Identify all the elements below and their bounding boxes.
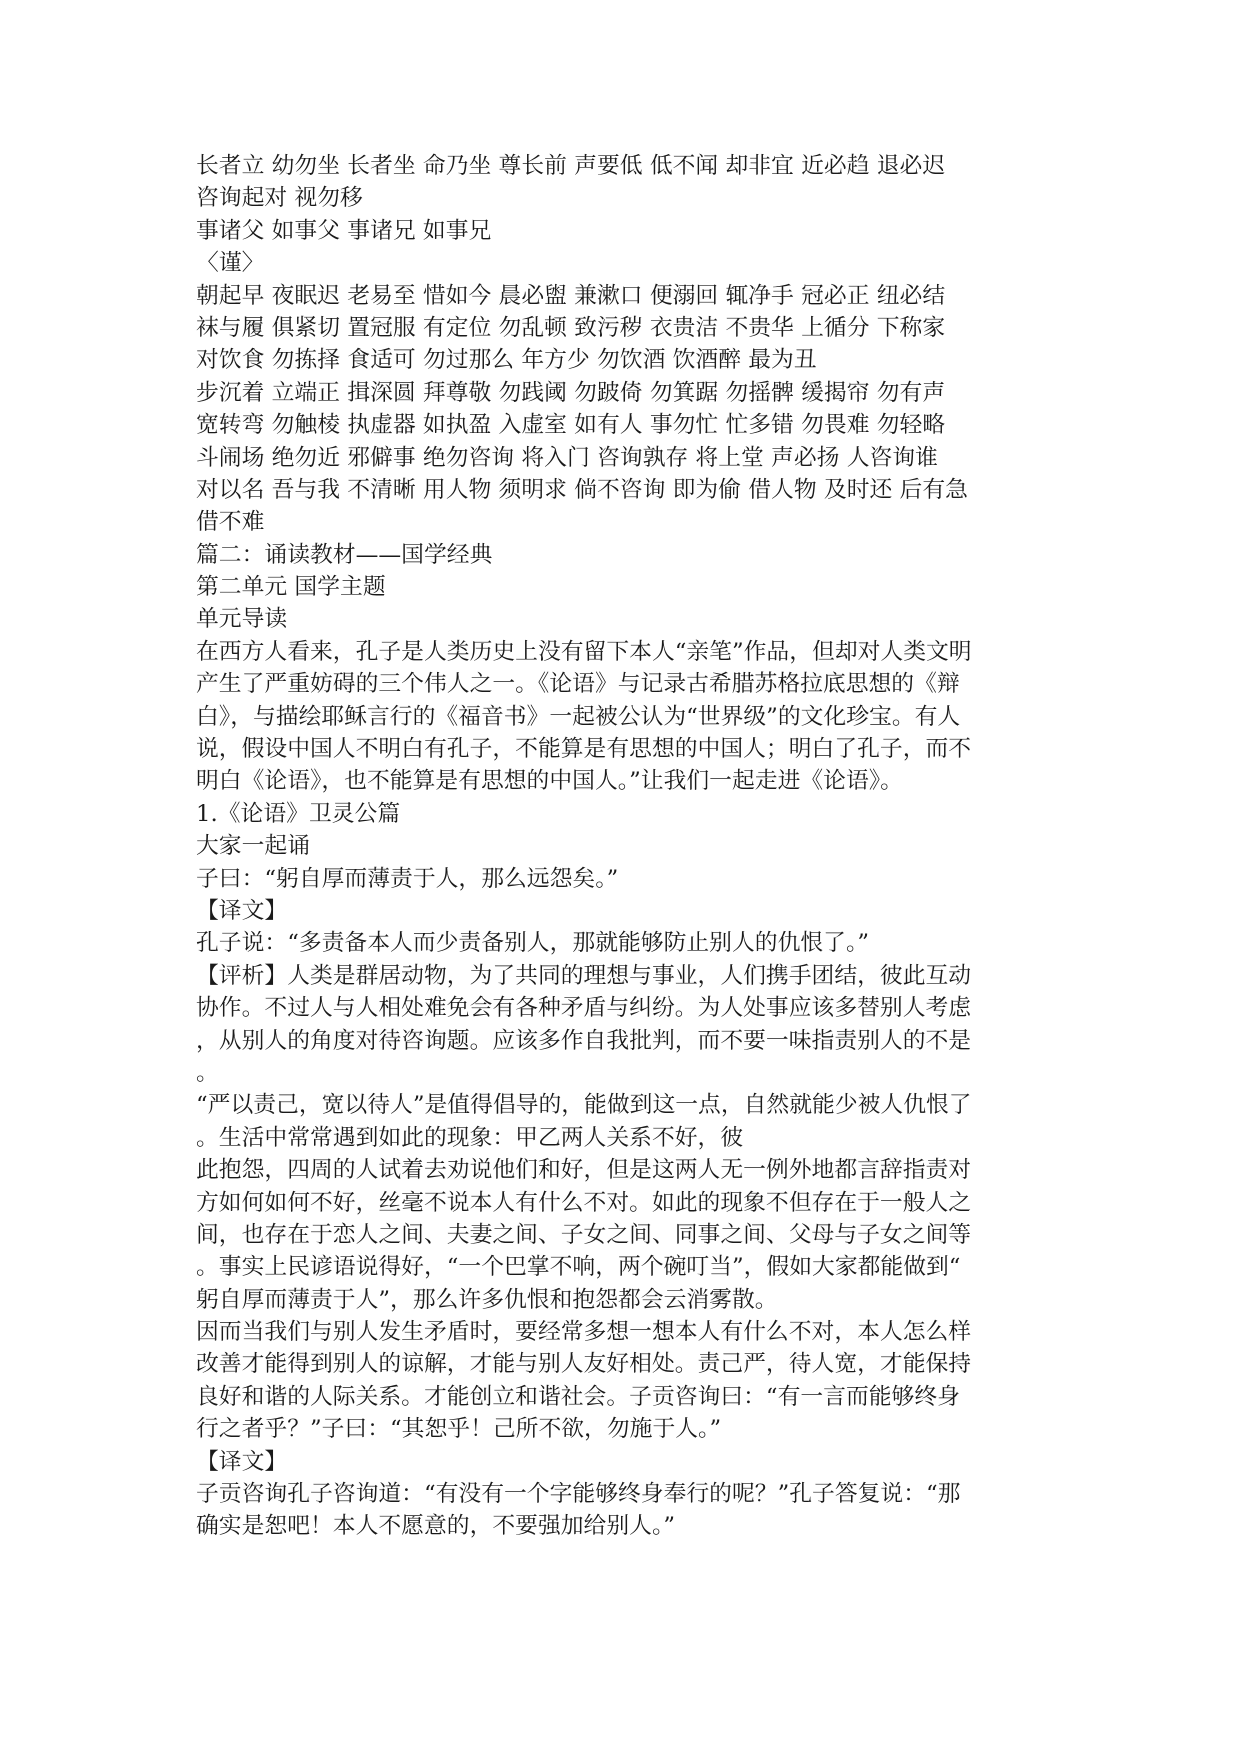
text-line: 对以名 吾与我 不清晰 用人物 须明求 倘不咨询 即为偷 借人物 及时还 后有急: [196, 476, 968, 503]
text-line: 孔子说：“多责备本人而少责备别人，那就能够防止别人的仇恨了。”: [196, 930, 870, 957]
text-line: 借不难: [196, 509, 265, 536]
text-line: 步沉着 立端正 揖深圆 拜尊敬 勿践阈 勿跛倚 勿箕踞 勿摇髀 缓揭帘 勿有声: [196, 379, 946, 406]
translation-label: 【译文】: [196, 1448, 288, 1475]
text-line: 因而当我们与别人发生矛盾时，要经常多想一想本人有什么不对，本人怎么样: [196, 1319, 972, 1346]
text-line: 斗闹场 绝勿近 邪僻事 绝勿咨询 将入门 咨询孰存 将上堂 声必扬 人咨询谁: [196, 444, 938, 471]
document-body: [196, 150, 1046, 1543]
text-line: 【评析】人类是群居动物，为了共同的理想与事业，人们携手团结，彼此互动: [196, 962, 972, 989]
text-line: 间，也存在于恋人之间、夫妻之间、子女之间、同事之间、父母与子女之间等: [196, 1221, 972, 1248]
text-line: ，从别人的角度对待咨询题。应该多作自我批判，而不要一味指责别人的不是: [196, 1027, 972, 1054]
text-line: 子贡咨询孔子咨询道：“有没有一个字能够终身奉行的呢？”孔子答复说：“那: [196, 1481, 961, 1508]
text-line: 对饮食 勿拣择 食适可 勿过那么 年方少 勿饮酒 饮酒醉 最为丑: [196, 347, 817, 374]
chapter-title: 1.《论语》卫灵公篇: [196, 800, 401, 827]
text-line: 事诸父 如事父 事诸兄 如事兄: [196, 217, 492, 244]
text-line: 躬自厚而薄责于人”，那么许多仇恨和抱怨都会云消雾散。: [196, 1286, 778, 1313]
text-line: 咨询起对 视勿移: [196, 185, 363, 212]
text-line: 白》，与描绘耶稣言行的《福音书》一起被公认为“世界级”的文化珍宝。有人: [196, 703, 961, 730]
quote-line: 子曰：“躬自厚而薄责于人，那么远怨矣。”: [196, 865, 619, 892]
translation-label: 【译文】: [196, 897, 288, 924]
text-line: 朝起早 夜眠迟 老易至 惜如今 晨必盥 兼漱口 便溺回 辄净手 冠必正 纽必结: [196, 282, 946, 309]
text-line: 在西方人看来，孔子是人类历史上没有留下本人“亲笔”作品，但却对人类文明: [196, 638, 972, 665]
text-line: 方如何如何不好，丝毫不说本人有什么不对。如此的现象不但存在于一般人之: [196, 1189, 972, 1216]
text-line: 产生了严重妨碍的三个伟人之一。《论语》与记录古希腊苏格拉底思想的《辩: [196, 671, 960, 698]
text-line: 。: [196, 1059, 219, 1086]
text-line: 此抱怨，四周的人试着去劝说他们和好，但是这两人无一例外地都言辞指责对: [196, 1157, 972, 1184]
text-line: 明白《论语》，也不能算是有思想的中国人。”让我们一起走进《论语》。: [196, 768, 903, 795]
text-line: 长者立 幼勿坐 长者坐 命乃坐 尊长前 声要低 低不闻 却非宜 近必趋 退必迟: [196, 153, 946, 179]
text-line: 袜与履 俱紧切 置冠服 有定位 勿乱顿 致污秽 衣贵洁 不贵华 上循分 下称家: [196, 314, 946, 341]
text-line: “严以责己，宽以待人”是值得倡导的，能做到这一点，自然就能少被人仇恨了: [196, 1092, 972, 1119]
text-line: 。生活中常常遇到如此的现象：甲乙两人关系不好，彼: [196, 1124, 744, 1151]
unit-heading: 第二单元 国学主题: [196, 574, 386, 601]
text-line: 说，假设中国人不明白有孔子，不能算是有思想的中国人；明白了孔子，而不: [196, 736, 972, 763]
text-line: 良好和谐的人际关系。才能创立和谐社会。子贡咨询曰：“有一言而能够终身: [196, 1383, 960, 1410]
section-heading: 篇二：诵读教材——国学经典: [196, 541, 493, 568]
text-line: 行之者乎？”子曰：“其恕乎！己所不欲，勿施于人。”: [196, 1416, 722, 1443]
subheading: 单元导读: [196, 606, 288, 633]
text-line: 协作。不过人与人相处难免会有各种矛盾与纠纷。为人处事应该多替别人考虑: [196, 995, 972, 1022]
text-line: 。事实上民谚语说得好，“一个巴掌不响，两个碗叮当”，假如大家都能做到“: [196, 1254, 961, 1281]
text-line: 确实是恕吧！本人不愿意的，不要强加给别人。”: [196, 1513, 675, 1540]
text-line: 宽转弯 勿触棱 执虚器 如执盈 入虚室 如有人 事勿忙 忙多错 勿畏难 勿轻略: [196, 412, 946, 439]
subheading: 大家一起诵: [196, 833, 310, 860]
text-line: 〈谨〉: [196, 250, 265, 277]
text-line: 改善才能得到别人的谅解，才能与别人友好相处。责己严，待人宽，才能保持: [196, 1351, 972, 1378]
